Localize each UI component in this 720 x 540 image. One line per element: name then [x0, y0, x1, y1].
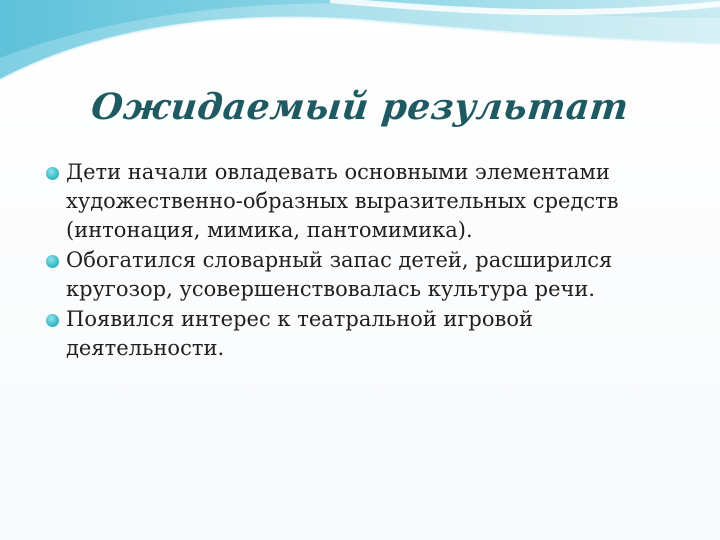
bullet-dot-icon [46, 167, 59, 180]
bullet-item [46, 158, 686, 245]
bullet-text: Появился интерес к театральной игровой деятельности. [66, 307, 533, 360]
bullet-text: Дети начали овладевать основными элементами художественно-образных выразительных средств (интонация, мимика, пантомимика). [66, 160, 619, 242]
bullet-dot-icon [46, 314, 59, 327]
header-wave-decoration [0, 0, 720, 90]
bullet-item [46, 246, 686, 304]
bullet-dot-icon [46, 255, 59, 268]
slide-title: Ожидаемый результат [89, 86, 631, 128]
bullet-text: Обогатился словарный запас детей, расширился кругозор, усовершенствовалась культура речи. [66, 248, 613, 301]
bullet-list [46, 158, 686, 364]
bullet-item [46, 305, 686, 363]
